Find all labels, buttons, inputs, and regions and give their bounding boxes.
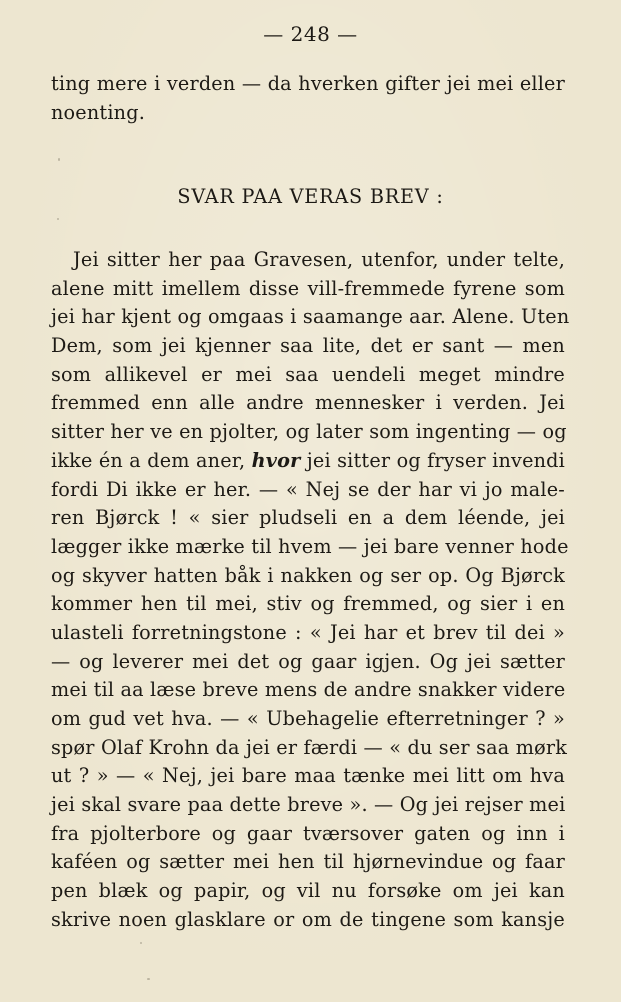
- paper-speck: [147, 978, 150, 980]
- text-line: jei skal svare paa dette breve ». — Og jei rejser mei: [51, 793, 566, 817]
- page-number: — 248 —: [263, 22, 358, 46]
- text-line: fra pjolterbore og gaar tværsover gaten og inn i: [51, 821, 565, 845]
- paper-speck: [58, 158, 60, 161]
- text-line: ut ? » — « Nej, jei bare maa tænke mei litt om hva: [51, 764, 565, 788]
- text-line: noenting.: [51, 100, 146, 124]
- text-line: mei til aa læse breve mens de andre snakker videre: [51, 678, 566, 702]
- text-line: ulasteli forretningstone : « Jei har et brev til dei »: [51, 620, 565, 644]
- continued-paragraph: [51, 70, 565, 127]
- text-line: spør Olaf Krohn da jei er færdi — « du ser saa mørk: [51, 735, 568, 759]
- text-line: ting mere i verden — da hverken gifter jei mei eller: [51, 72, 565, 95]
- text-line: sitter her ve en pjolter, og later som ingenting — og: [51, 420, 567, 444]
- text-line: kaféen og sætter mei hen til hjørnevindue og faar: [51, 850, 565, 874]
- text-line: fordi Di ikke er her. — « Nej se der har vi jo male-: [51, 477, 565, 501]
- text-line: ren Bjørck ! « sier pludseli en a dem léende, jei: [51, 506, 565, 530]
- emphasized-word: hvor: [251, 448, 301, 472]
- text-line: pen blæk og papir, og vil nu forsøke om jei kan: [51, 879, 565, 903]
- text-line: fremmed enn alle andre mennesker i verden. Jei: [51, 391, 565, 415]
- text-line: kommer hen til mei, stiv og fremmed, og sier i en: [51, 592, 565, 616]
- paper-speck: [140, 942, 142, 944]
- paper-speck: [57, 218, 59, 220]
- text-line: lægger ikke mærke til hvem — jei bare venner hode: [51, 534, 569, 558]
- text-line: som allikevel er mei saa uendeli meget mindre: [51, 362, 565, 386]
- text-line: Jei sitter her paa Gravesen, utenfor, under telte,: [73, 248, 565, 271]
- text-line: alene mitt imellem disse vill-fremmede fyrene som: [51, 276, 565, 300]
- text-line: Dem, som jei kjenner saa lite, det er sant — men: [51, 334, 565, 358]
- section-heading: SVAR PAA VERAS BREV :: [177, 185, 444, 208]
- text-line: jei har kjent og omgaas i saamange aar. Alene. Uten: [51, 305, 570, 329]
- letter-paragraph: [51, 246, 570, 935]
- text-line: skrive noen glasklare or om de tingene som kansje: [51, 907, 565, 931]
- text-line: — og leverer mei det og gaar igjen. Og jei sætter: [51, 649, 565, 673]
- text-line: og skyver hatten båk i nakken og ser op. Og Bjørck: [51, 563, 565, 587]
- text-line: om gud vet hva. — « Ubehagelie efterretninger ? »: [51, 707, 565, 730]
- text-line-with-italic: ikke én a dem aner, hvor jei sitter og fryser invendi: [51, 448, 565, 472]
